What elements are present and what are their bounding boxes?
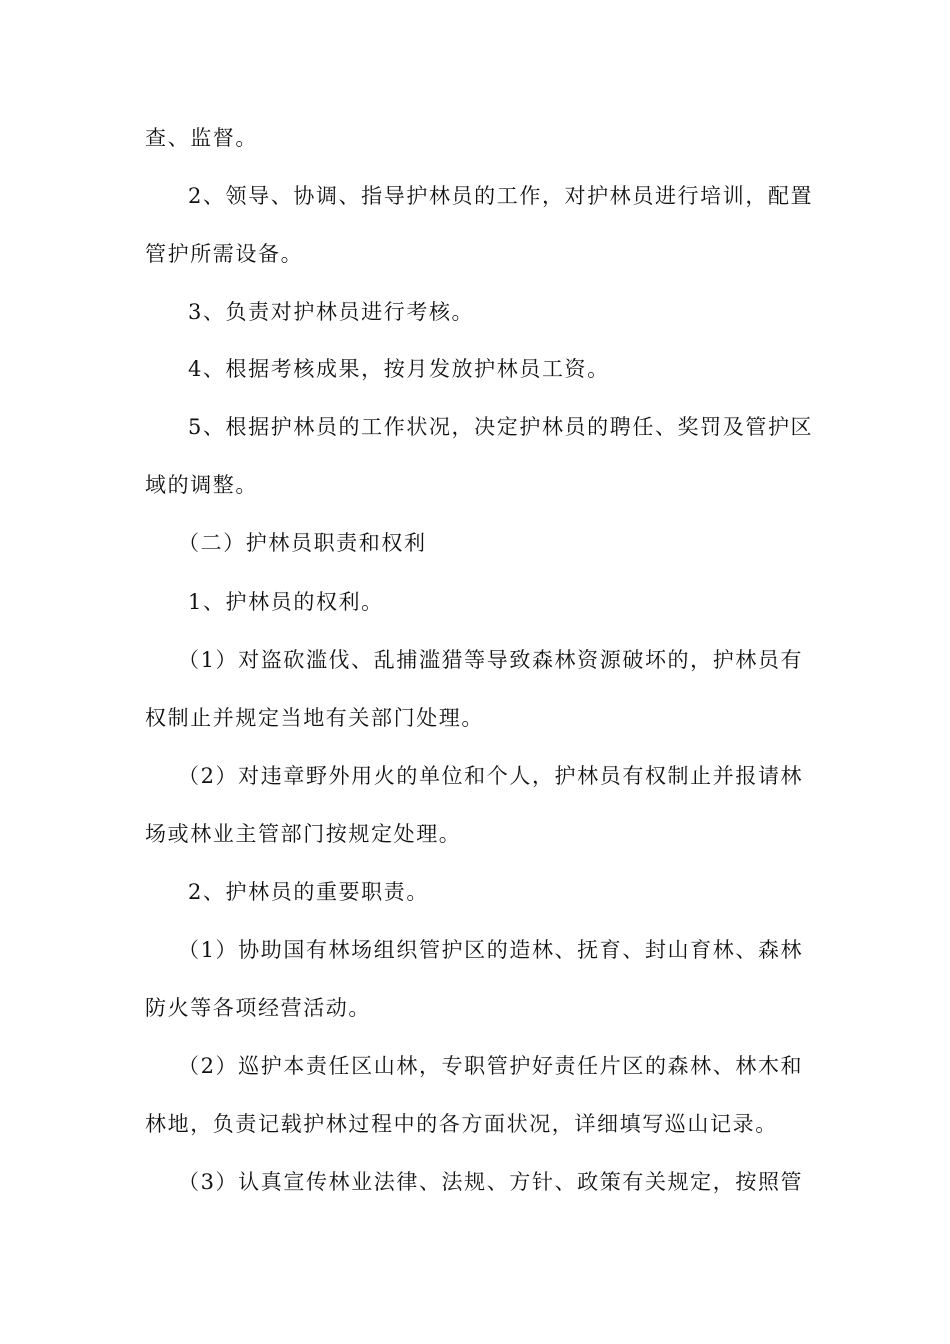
text-line: 场或林业主管部门按规定处理。 xyxy=(145,822,462,846)
text-line: 域的调整。 xyxy=(145,473,258,497)
text-line: 查、监督。 xyxy=(145,126,258,150)
text-line: 2、领导、协调、指导护林员的工作，对护林员进行培训，配置 xyxy=(188,184,814,208)
text-line: 林地，负责记载护林过程中的各方面状况，详细填写巡山记录。 xyxy=(145,1112,778,1136)
text-line: 管护所需设备。 xyxy=(145,242,304,266)
section-heading: （二）护林员职责和权利 xyxy=(178,531,427,555)
text-line: 3、负责对护林员进行考核。 xyxy=(188,300,475,324)
text-line: （1）协助国有林场组织管护区的造林、抚育、封山育林、森林 xyxy=(178,938,804,962)
text-line: 2、护林员的重要职责。 xyxy=(188,880,429,904)
text-line: 4、根据考核成果，按月发放护林员工资。 xyxy=(188,357,610,381)
text-line: 5、根据护林员的工作状况，决定护林员的聘任、奖罚及管护区 xyxy=(188,415,814,439)
text-line: （2）巡护本责任区山林，专职管护好责任片区的森林、林木和 xyxy=(178,1054,804,1078)
text-line: 防火等各项经营活动。 xyxy=(145,996,371,1020)
text-line: （3）认真宣传林业法律、法规、方针、政策有关规定，按照管 xyxy=(178,1170,804,1194)
text-line: 1、护林员的权利。 xyxy=(188,590,384,614)
text-line: 权制止并规定当地有关部门处理。 xyxy=(145,706,484,730)
text-line: （1）对盗砍滥伐、乱捕滥猎等导致森林资源破坏的，护林员有 xyxy=(178,648,804,672)
text-line: （2）对违章野外用火的单位和个人，护林员有权制止并报请林 xyxy=(178,764,804,788)
